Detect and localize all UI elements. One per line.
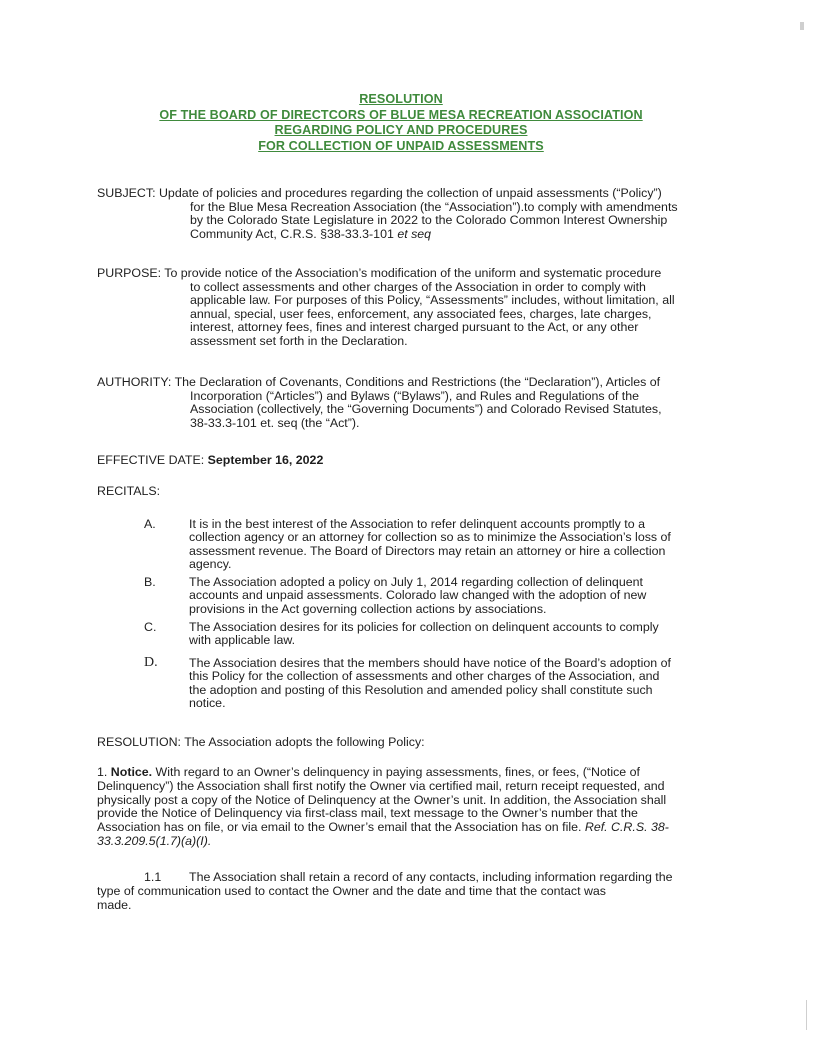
effective-date-label: EFFECTIVE DATE: [97,453,205,467]
purpose-line-5: interest, attorney fees, fines and interest charged pursuant to the Act, or any other [190,320,639,335]
recital-a-line-1: It is in the best interest of the Association to refer delinquent accounts promptly to a [189,517,645,531]
resolution-statement: RESOLUTION: The Association adopts the following Policy: [97,735,425,749]
recital-d-line-2: this Policy for the collection of assessments and other charges of the Association, and [189,669,660,684]
section-1-line-3: physically post a copy of the Notice of Delinquency at the Owner’s unit. In addition, the Association shall [97,792,667,807]
document-title [0,92,802,154]
purpose-line-1: To provide notice of the Association’s modification of the uniform and systematic procedure [164,266,662,280]
section-1-line-4: provide the Notice of Delinquency via first-class mail, text message to the Owner’s number that the [97,806,638,821]
title-line-4: FOR COLLECTION OF UNPAID ASSESSMENTS [258,138,544,153]
subject-et-seq: et seq [397,226,432,241]
purpose-line-3: applicable law. For purposes of this Policy, “Assessments” includes, without limitation, all [190,293,675,308]
purpose-label: PURPOSE: [97,266,162,280]
recital-d [144,657,704,711]
authority-line-1: The Declaration of Covenants, Conditions and Restrictions (the “Declaration”), Articles of [174,375,661,389]
section-1-1-number: 1.1 [144,870,162,884]
subject-label: SUBJECT: [97,186,156,200]
title-line-3: REGARDING POLICY AND PROCEDURES [274,123,528,137]
recital-d-line-3: the adoption and posting of this Resolution and amended policy shall constitute such [189,682,653,697]
recital-letter: B. [144,575,156,589]
recital-d-line-1: The Association desires that the members should have notice of the Board’s adoption of [189,656,671,670]
recital-a-line-4: agency. [189,557,232,572]
section-1-1-line-2: type of communication used to contact the Owner and the date and time that the contact was [97,883,607,898]
section-1-notice [97,766,709,849]
scan-mark [806,1000,807,1030]
recital-b-line-3: provisions in the Act governing collection actions by associations. [189,601,547,616]
recital-a [144,518,704,572]
recital-c-line-1: The Association desires for its policies for collection on delinquent accounts to comply [189,620,659,634]
recital-letter: A. [144,517,156,531]
recital-b-line-2: accounts and unpaid assessments. Colorado law changed with the adoption of new [189,588,647,603]
section-1-line-2: Delinquency”) the Association shall first notify the Owner via certified mail, return receipt requested, and [97,778,665,793]
recital-a-line-2: collection agency or an attorney for collection so as to minimize the Association’s loss of [189,530,671,545]
recital-b-line-1: The Association adopted a policy on July 1, 2014 regarding collection of delinquent [189,575,643,589]
recital-c-line-2: with applicable law. [189,633,296,648]
section-1-line-1: With regard to an Owner’s delinquency in paying assessments, fines, or fees, (“Notice of [152,765,640,779]
purpose-section [97,267,712,349]
recital-a-line-3: assessment revenue. The Board of Directors may retain an attorney or hire a collection [189,543,666,558]
subject-line-4: Community Act, C.R.S. §38-33.3-101 [190,226,394,241]
effective-date [97,453,323,467]
subject-line-1: Update of policies and procedures regarding the collection of unpaid assessments (“Policy”) [158,186,662,200]
section-1-1-line-1: The Association shall retain a record of any contacts, including information regarding the [189,870,673,884]
section-1-1 [97,870,709,912]
scan-mark [800,22,804,30]
recital-letter: D. [144,655,158,670]
authority-line-4: 38-33.3-101 et. seq (the “Act”). [190,415,360,430]
section-1-reference-cont: 33.3.209.5(1.7)(a)(I). [97,833,212,848]
authority-line-3: Association (collectively, the “Governing Documents”) and Colorado Revised Statutes, [190,402,662,417]
recitals-heading: RECITALS: [97,484,161,498]
subject-line-2: for the Blue Mesa Recreation Association (the “Association”).to comply with amendments [190,199,678,214]
section-1-heading: Notice. [110,765,153,779]
section-1-1-line-3: made. [97,897,132,912]
purpose-line-6: assessment set forth in the Declaration. [190,333,408,348]
authority-line-2: Incorporation (“Articles”) and Bylaws (“Bylaws”), and Rules and Regulations of the [190,388,640,403]
recital-letter: C. [144,620,157,634]
authority-section [97,376,712,430]
recital-b [144,576,704,616]
subject-section [97,187,712,241]
section-1-line-5: Association has on file, or via email to the Owner’s email that the Association has on file. [97,820,582,835]
title-line-2: OF THE BOARD OF DIRECTCORS OF BLUE MESA RECREATION ASSOCIATION [159,107,643,122]
authority-label: AUTHORITY: [97,375,172,389]
effective-date-value: September 16, 2022 [207,453,324,467]
recital-d-line-4: notice. [189,696,226,711]
recital-c [144,621,704,648]
purpose-line-2: to collect assessments and other charges of the Association in order to comply with [190,279,646,294]
purpose-line-4: annual, special, user fees, enforcement, any associated fees, charges, late charges, [190,306,652,321]
section-1-number: 1. [97,765,108,779]
section-1-reference: Ref. C.R.S. 38- [584,820,669,835]
title-line-1: RESOLUTION [359,92,443,106]
subject-line-3: by the Colorado State Legislature in 2022 to the Colorado Common Interest Ownership [190,213,668,228]
